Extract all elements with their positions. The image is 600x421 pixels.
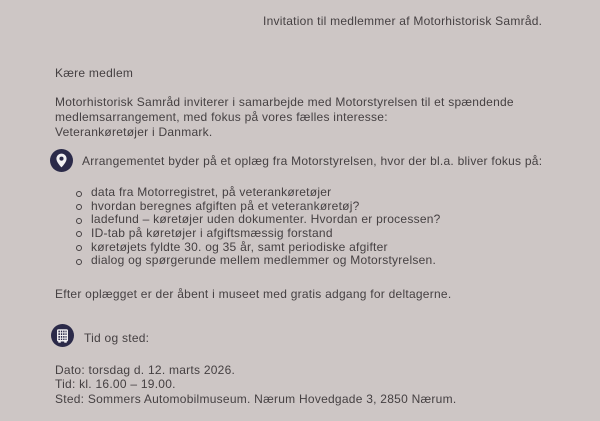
- calendar-icon: [51, 324, 74, 347]
- list-item-text: ID-tab på køretøjer i afgiftsmæssig forstand: [91, 225, 333, 240]
- list-item-text: køretøjets fyldte 30. og 35 år, samt periodiske afgifter: [91, 239, 388, 254]
- list-item-text: data fra Motorregistret, på veterankøretøjer: [91, 185, 332, 199]
- circle-bullet-icon: [76, 204, 82, 210]
- circle-bullet-icon: [76, 218, 82, 224]
- circle-bullet-icon: [76, 259, 82, 265]
- date-line: Dato: torsdag d. 12. marts 2026.: [55, 363, 236, 377]
- place-line: Sted: Sommers Automobilmuseum. Nærum Hovedgade 3, 2850 Nærum.: [55, 391, 457, 406]
- circle-bullet-icon: [76, 245, 82, 251]
- intro-line: medlemsarrangement, med fokus på vores fælles interesse:: [55, 110, 388, 125]
- list-item: [75, 227, 441, 241]
- list-item-text: ladefund – køretøjer uden dokumenter. Hvordan er processen?: [91, 212, 441, 227]
- intro-paragraph: [55, 95, 514, 141]
- intro-line: Motorhistorisk Samråd inviterer i samarbejde med Motorstyrelsen til et spændende: [55, 95, 514, 109]
- circle-bullet-icon: [76, 231, 82, 237]
- after-note: Efter oplægget er der åbent i museet med gratis adgang for deltagerne.: [55, 287, 452, 301]
- list-item: [75, 186, 441, 200]
- list-item-text: hvordan beregnes afgiften på et veterankøretøj?: [91, 198, 360, 213]
- intro-line: Veterankøretøjer i Danmark.: [55, 125, 213, 140]
- greeting: Kære medlem: [55, 66, 134, 80]
- list-item-text: dialog og spørgerunde mellem medlemmer og Motorstyrelsen.: [91, 253, 437, 268]
- list-item: [75, 200, 441, 214]
- list-item: [75, 254, 441, 268]
- agenda-heading: Arrangementet byder på et oplæg fra Motorstyrelsen, hvor der bl.a. bliver fokus på:: [82, 154, 543, 168]
- page-title: Invitation til medlemmer af Motorhistorisk Samråd.: [263, 14, 543, 28]
- location-pin-icon: [50, 149, 73, 172]
- details-block: [55, 363, 456, 406]
- details-heading: Tid og sted:: [84, 331, 150, 345]
- time-line: Tid: kl. 16.00 – 19.00.: [55, 377, 176, 392]
- agenda-list: [75, 186, 441, 268]
- list-item: [75, 241, 441, 255]
- list-item: [75, 213, 441, 227]
- circle-bullet-icon: [76, 191, 82, 197]
